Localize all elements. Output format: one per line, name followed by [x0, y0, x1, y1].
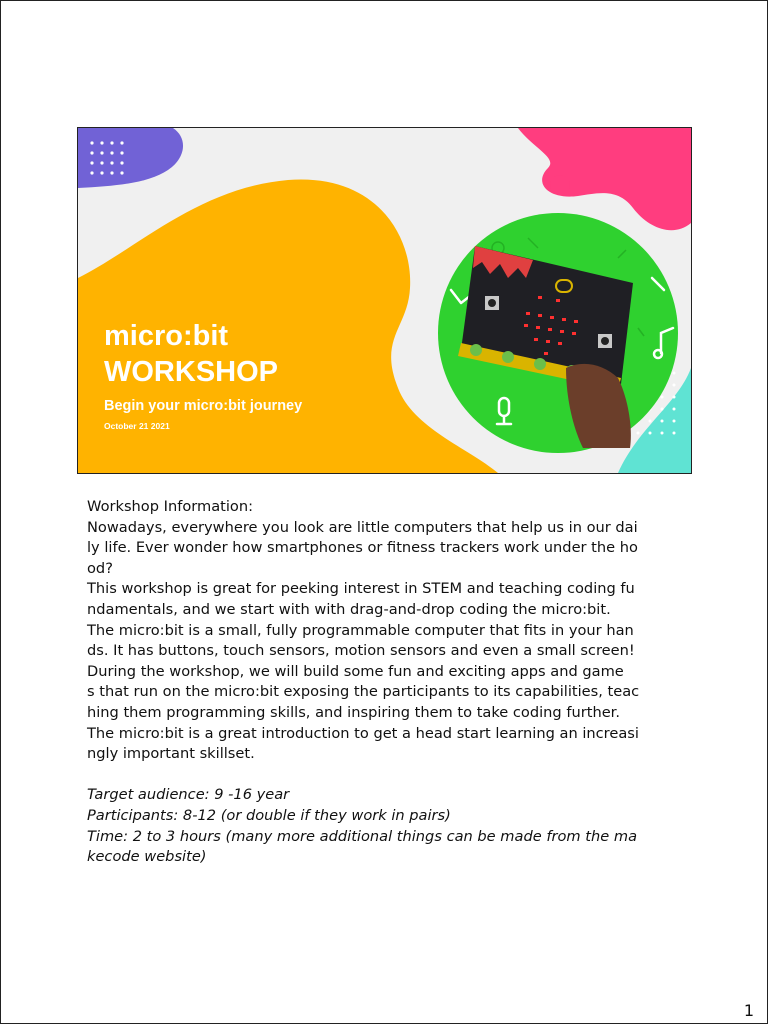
notes-paragraph-5: The micro:bit is a great introduction to get a head start learning an increasi ngly important skillset.	[87, 724, 639, 763]
purple-blob	[78, 128, 183, 188]
notes-paragraph-2: This workshop is great for peeking interest in STEM and teaching coding fu ndamentals, and we start with with drag-and-drop coding the micro:bit.	[87, 580, 635, 618]
notes-paragraph-3: The micro:bit is a small, fully programmable computer that fits in your han ds. It has buttons, touch sensors, motion sensors and even a small screen!	[87, 621, 635, 660]
duration: Time: 2 to 3 hours (many more additional things can be made from the ma kecode website)	[87, 827, 638, 866]
notes-paragraph-4: During the workshop, we will build some fun and exciting apps and game s that run on the micro:bit exposing the participants to its capabilities, teac hing them programming skills, and inspiring them to take coding further.	[87, 662, 640, 721]
slide-date: October 21 2021	[104, 421, 170, 431]
target-audience: Target audience: 9 -16 year	[87, 786, 290, 804]
participants: Participants: 8-12 (or double if they work in pairs)	[87, 806, 451, 824]
page-number: 1	[743, 1001, 754, 1020]
slide-thumbnail	[77, 127, 692, 474]
slide-title	[104, 318, 278, 390]
notes-paragraph-1: Nowadays, everywhere you look are little computers that help us in our dai ly life. Ever wonder how smartphones or fitness trackers work under the ho od?	[87, 518, 638, 577]
notes-heading: Workshop Information:	[87, 498, 254, 515]
slide-title-line2: WORKSHOP	[104, 356, 278, 388]
slide-title-line1: micro:bit	[104, 320, 229, 352]
notes-spacer	[87, 765, 687, 786]
speaker-notes	[87, 497, 687, 868]
slide-subtitle: Begin your micro:bit journey	[104, 398, 303, 414]
